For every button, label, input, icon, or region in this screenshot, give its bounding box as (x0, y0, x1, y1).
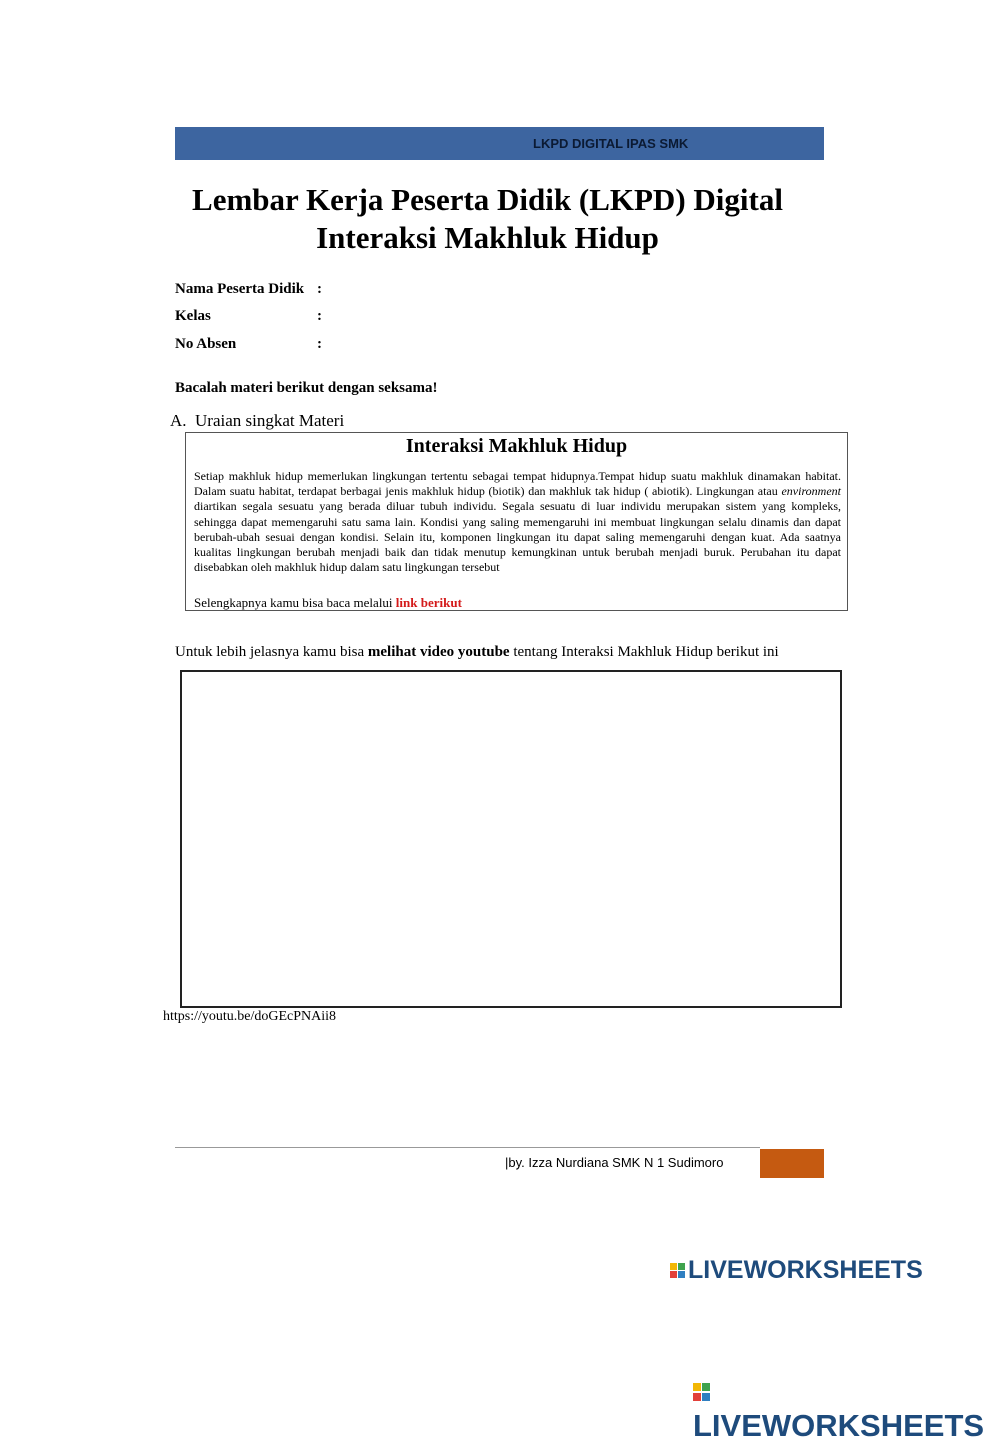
field-colon-number: : (317, 336, 322, 352)
section-a-heading (170, 411, 344, 431)
liveworksheets-icon (693, 1382, 713, 1402)
field-label-class: Kelas (175, 308, 211, 324)
materi-text-part-2: diartikan segala sesuatu yang berada diluar tubuh individu. Segala sesuatu di luar individu merupakan sistem yang kompleks, sehingga dapat memengaruhi satu sama lain. Kondisi yang saling memengaruhi ini membuat lingkungan selalu dinamis dan dapat berubah-ubah sesuai dengan kondisi. Selain itu, komponen lingkungan itu dapat saling memengaruhi dengan kuat. Ada saatnya kualitas lingkungan berubah menjadi baik dan tidak menutup kemungkinan untuk berubah menjadi buruk. Perubahan itu dapat disebabkan oleh makhluk hidup dalam satu lingkungan tersebut (194, 499, 841, 575)
field-colon-name: : (317, 281, 322, 297)
footer-accent-block (760, 1149, 824, 1178)
liveworksheets-wordmark: LIVEWORKSHEETS (688, 1256, 923, 1284)
video-url[interactable]: https://youtu.be/doGEcPNAii8 (163, 1009, 337, 1024)
field-label-number: No Absen (175, 336, 237, 352)
video-embed-frame[interactable] (180, 670, 842, 1008)
liveworksheets-wordmark: LIVEWORKSHEETS (693, 1408, 985, 1443)
materi-box (185, 432, 848, 611)
materi-link[interactable]: link berikut (395, 595, 462, 610)
section-a-number: A. (170, 411, 187, 430)
liveworksheets-logo-1 (670, 1256, 923, 1285)
materi-text-italic: environment (781, 484, 841, 499)
materi-link-prefix: Selengkapnya kamu bisa baca melalui (194, 595, 396, 610)
footer-credit: |by. Izza Nurdiana SMK N 1 Sudimoro (505, 1155, 724, 1170)
video-intro-suffix: tentang Interaksi Makhluk Hidup berikut ini (509, 644, 779, 660)
section-a-title: Uraian singkat Materi (195, 411, 345, 430)
page-title-line-1: Lembar Kerja Peserta Didik (LKPD) Digital (192, 182, 783, 217)
header-banner-text: LKPD DIGITAL IPAS SMK (533, 136, 689, 151)
video-intro-prefix: Untuk lebih jelasnya kamu bisa (175, 644, 368, 660)
materi-text-part-1: Setiap makhluk hidup memerlukan lingkungan tertentu sebagai tempat hidupnya.Tempat hidup suatu makhluk dinamakan habitat. Dalam suatu habitat, terdapat berbagai jenis makhluk hidup (biotik) dan makhluk tak hidup ( abiotik). Lingkungan atau (194, 469, 841, 499)
materi-title: Interaksi Makhluk Hidup (405, 435, 628, 457)
field-colon-class: : (317, 308, 322, 324)
footer-divider (175, 1147, 760, 1148)
materi-link-line (194, 595, 462, 611)
field-label-name: Nama Peserta Didik (175, 281, 305, 297)
liveworksheets-logo-2 (693, 1372, 1000, 1444)
video-intro (175, 644, 779, 661)
liveworksheets-icon (670, 1263, 688, 1279)
reading-instruction: Bacalah materi berikut dengan seksama! (175, 380, 438, 396)
header-banner (175, 127, 824, 160)
video-intro-bold: melihat video youtube (367, 644, 510, 660)
page-title-line-2: Interaksi Makhluk Hidup (316, 220, 659, 255)
materi-text (194, 469, 841, 575)
